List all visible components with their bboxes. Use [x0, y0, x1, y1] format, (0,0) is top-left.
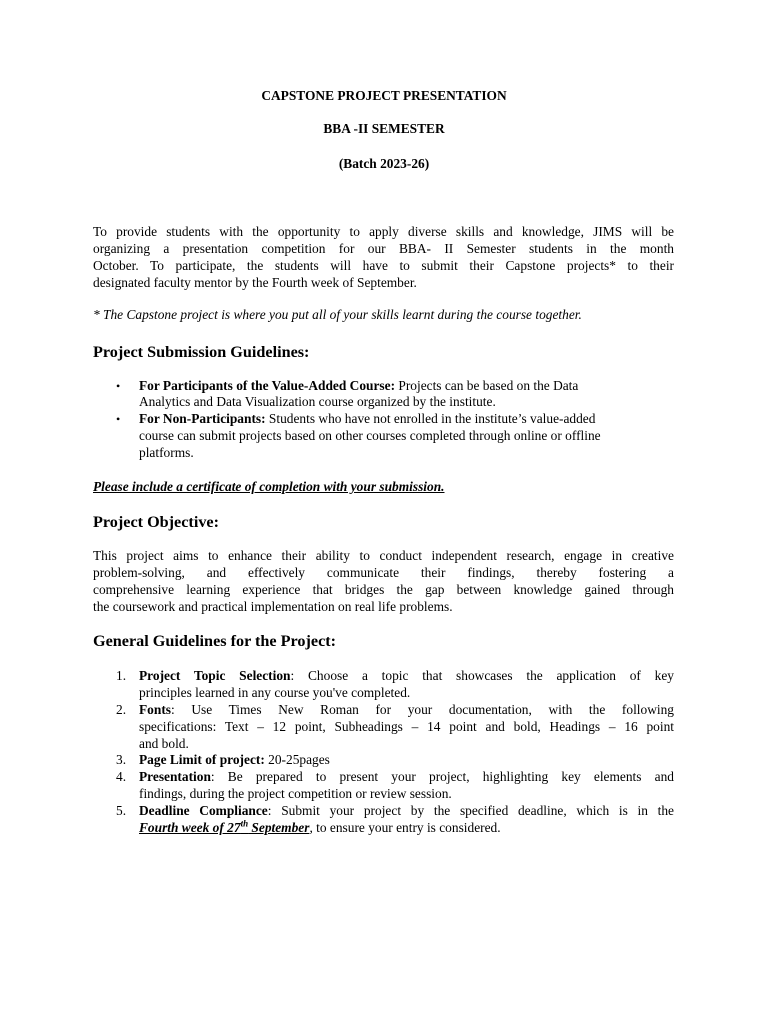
- list-number: 4.: [116, 769, 127, 784]
- intro-line-3: October. To participate, the students will have to submit their Capstone projects* to their: [93, 258, 674, 273]
- submission-item-1: For Participants of the Value-Added Course: Projects can be based on the Data: [139, 378, 579, 393]
- guideline-item-2-cont: specifications: Text – 12 point, Subheadings – 14 point and bold, Headings – 16 point: [139, 719, 674, 734]
- submission-item-2-cont-2: platforms.: [139, 445, 194, 460]
- certificate-note: Please include a certificate of completion with your submission.: [93, 479, 445, 494]
- guideline-item-4-cont: findings, during the project competition or review session.: [139, 786, 452, 801]
- list-number: 5.: [116, 803, 127, 818]
- guideline-item-1: Project Topic Selection: Choose a topic that showcases the application of key: [139, 668, 674, 683]
- list-number: 3.: [116, 752, 127, 767]
- guidelines-heading: General Guidelines for the Project:: [93, 632, 337, 650]
- list-number: 1.: [116, 668, 127, 683]
- intro-line-2: organizing a presentation competition for our BBA- II Semester students in the month: [93, 241, 674, 256]
- batch-heading: (Batch 2023-26): [338, 156, 430, 171]
- objective-line-2: problem-solving, and effectively communicate their findings, thereby fostering a: [93, 565, 674, 580]
- deadline-date: Fourth week of 27th September: [139, 818, 310, 835]
- guideline-item-4: Presentation: Be prepared to present your project, highlighting key elements and: [139, 769, 674, 784]
- capstone-footnote: * The Capstone project is where you put all of your skills learnt during the course together.: [93, 307, 582, 322]
- guideline-item-1-cont: principles learned in any course you've completed.: [139, 685, 411, 700]
- guideline-item-5-cont: Fourth week of 27th September, to ensure your entry is considered.: [139, 818, 501, 835]
- guideline-item-2: Fonts: Use Times New Roman for your documentation, with the following: [139, 702, 674, 717]
- guideline-item-5: Deadline Compliance: Submit your project by the specified deadline, which is in the: [139, 803, 674, 818]
- intro-line-4: designated faculty mentor by the Fourth week of September.: [93, 275, 417, 290]
- objective-line-3: comprehensive learning experience that bridges the gap between knowledge gained through: [93, 582, 674, 597]
- bullet-icon: •: [116, 379, 121, 393]
- intro-line-1: To provide students with the opportunity to apply diverse skills and knowledge, JIMS will be: [93, 224, 674, 239]
- guideline-item-3: Page Limit of project: 20-25pages: [139, 752, 330, 767]
- submission-heading: Project Submission Guidelines:: [93, 343, 310, 361]
- semester-heading: BBA -II SEMESTER: [323, 121, 445, 136]
- guideline-item-2-cont-2: and bold.: [139, 736, 189, 751]
- list-number: 2.: [116, 702, 127, 717]
- submission-item-2-cont: course can submit projects based on other courses completed through online or offline: [139, 428, 601, 443]
- submission-item-1-cont: Analytics and Data Visualization course organized by the institute.: [139, 394, 496, 409]
- objective-line-4: the coursework and practical implementation on real life problems.: [93, 599, 453, 614]
- document-title: CAPSTONE PROJECT PRESENTATION: [261, 88, 507, 103]
- objective-heading: Project Objective:: [93, 513, 219, 531]
- objective-line-1: This project aims to enhance their ability to conduct independent research, engage in creative: [93, 548, 674, 563]
- bullet-icon: •: [116, 412, 121, 426]
- submission-item-2: For Non-Participants: Students who have not enrolled in the institute’s value-added: [139, 411, 596, 426]
